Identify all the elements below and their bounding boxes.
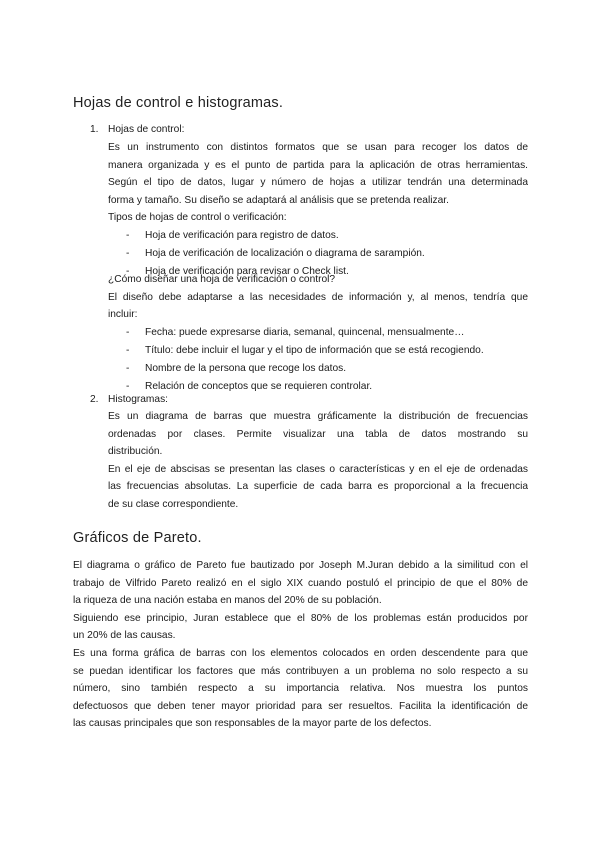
bullet-text: Nombre de la persona que recoge los datos. (145, 363, 347, 374)
list-item-histograms (90, 391, 528, 409)
list-item-title: Hojas de control: (108, 124, 185, 135)
design-question: ¿Cómo diseñar una hoja de verificación o control? (108, 274, 336, 285)
text-line: defectuosos que deben tener mayor prioridad para ser resueltos. Facilita la identificación de (73, 700, 528, 712)
bullet-text: Hoja de verificación de localización o diagrama de sarampión. (145, 248, 425, 259)
text-line: la riqueza de una nación estaba en manos del 20% de su población. (73, 595, 382, 607)
bullet-text: Hoja de verificación para revisar o Check list. (145, 266, 349, 277)
dash-bullet: - (126, 381, 130, 392)
bullet-text: Fecha: puede expresarse diaria, semanal, quincenal, mensualmente… (145, 327, 465, 338)
histograms-description (108, 408, 528, 514)
list-number: 1. (90, 124, 99, 135)
bullet-item (126, 245, 425, 263)
text-line: Es un diagrama de barras que muestra gráficamente la distribución de frecuencias (108, 411, 528, 422)
dash-bullet: - (126, 248, 130, 259)
bullet-text: Hoja de verificación para registro de datos. (145, 230, 339, 241)
text-line: Siguiendo ese principio, Juran establece que el 80% de los problemas están producidos por (73, 612, 528, 624)
dash-bullet: - (126, 266, 130, 277)
text-line: un 20% de las causas. (73, 630, 176, 642)
dash-bullet: - (126, 363, 130, 374)
text-line: número, sino también respecto a su importancia relativa. Nos muestra los puntos (73, 683, 528, 695)
bullet-item (126, 324, 465, 342)
text-line: Es un instrumento con distintos formatos que se usan para recoger los datos de (108, 142, 528, 153)
bullet-item (126, 342, 484, 360)
pareto-paragraphs (73, 557, 528, 733)
bullet-item (126, 227, 339, 245)
list-number: 2. (90, 394, 99, 405)
text-line: Es una forma gráfica de barras con los elementos colocados en orden descendente para que (73, 647, 528, 659)
list-item-title: Histogramas: (108, 394, 169, 405)
text-line: El diagrama o gráfico de Pareto fue bautizado por Joseph M.Juran debido a la similitud con el (73, 560, 528, 571)
text-line: Según el tipo de datos, lugar y número de hojas a utilizar tendrán una determinada (108, 177, 528, 189)
dash-bullet: - (126, 345, 130, 356)
text-line: de su clase correspondiente. (108, 498, 239, 510)
text-line: se puedan identificar los factores que más contribuyen a un problema no solo respecto a su (73, 665, 528, 677)
text-line: las frecuencias absolutas. La superficie de cada barra es proporcional a la frecuencia (108, 481, 528, 493)
text-line: distribución. (108, 446, 163, 458)
dash-bullet: - (126, 327, 130, 338)
section-heading-pareto: Gráficos de Pareto. (73, 530, 202, 546)
control-sheets-description (108, 139, 528, 227)
dash-bullet: - (126, 230, 130, 241)
text-line: En el eje de abscisas se presentan las clases o características y en el eje de ordenadas (108, 463, 528, 475)
list-item-control-sheets (90, 121, 528, 139)
text-line: incluir: (108, 309, 138, 321)
bullet-text: Relación de conceptos que se requieren controlar. (145, 381, 373, 392)
types-heading: Tipos de hojas de control o verificación: (108, 212, 287, 224)
text-line: las causas principales que son responsables de la mayor parte de los defectos. (73, 718, 432, 730)
bullet-item (126, 360, 347, 378)
text-line: trabajo de Vilfrido Pareto realizó en el siglo XIX cuando postuló el principio de que el 80% de (73, 577, 528, 589)
text-line: forma y tamaño. Su diseño se adaptará al análisis que se pretenda realizar. (108, 194, 449, 206)
bullet-text: Título: debe incluir el lugar y el tipo de información que se está recogiendo. (145, 345, 484, 356)
text-line: ordenadas por clases. Permite visualizar una tabla de datos mostrando su (108, 428, 528, 440)
section-heading-control-sheets: Hojas de control e histogramas. (73, 95, 284, 111)
design-section (108, 271, 528, 324)
text-line: El diseño debe adaptarse a las necesidades de información y, al menos, tendría que (108, 291, 528, 303)
text-line: manera organizada y es el punto de partida para la aplicación de otras herramientas. (108, 159, 528, 171)
